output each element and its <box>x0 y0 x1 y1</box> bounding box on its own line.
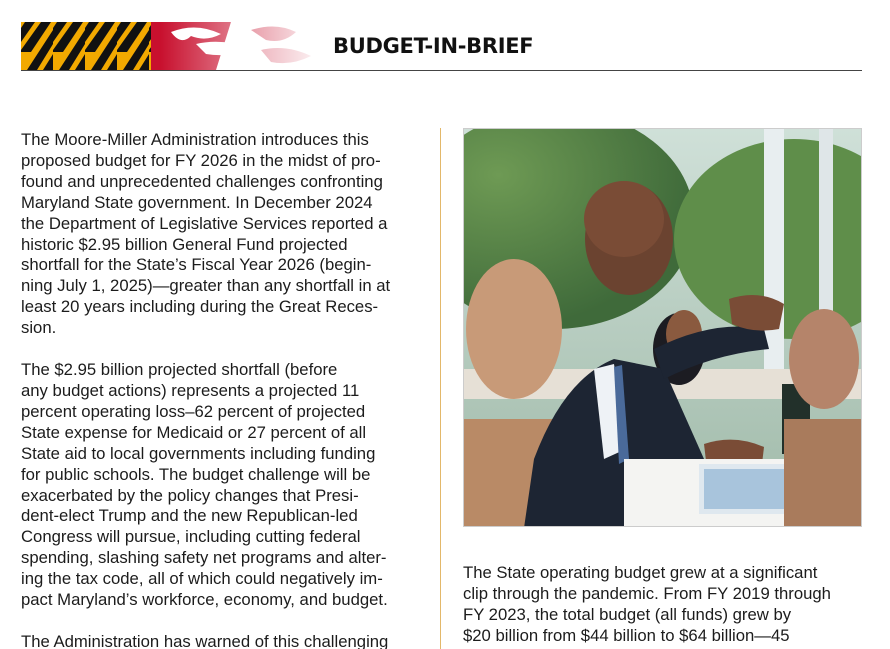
right-column-text <box>463 563 868 649</box>
governor-meeting-photo <box>463 128 862 527</box>
paragraph-3: The Administration has warned of this challenging <box>21 631 389 649</box>
paragraph-2: The $2.95 billion projected shortfall (before any budget actions) represents a projected 11 percent operating loss–62 percent of projected State expense for Medicaid or 27 percent of all State aid to local governments including funding for public schools. The budget challenge will be exacerbated by the policy changes that Presi- dent-elect Trump and the new Republican-led Congress will pursue, including cutting federal spending, slashing safety net programs and alter- ing the tax code, all of which could negatively im- pact Maryland’s workforce, economy, and budget. <box>21 360 388 610</box>
column-divider <box>440 128 441 649</box>
page-title: BUDGET-IN-BRIEF <box>333 34 534 58</box>
header-rule <box>21 70 862 71</box>
left-column-text <box>21 130 421 649</box>
paragraph-1: The Moore-Miller Administration introduces this proposed budget for FY 2026 in the midst of pro- found and unprecedented challenges confronting Maryland State government. In December 2024 the Department of Legislative Services reported a historic $2.95 billion General Fund projected shortfall for the State’s Fiscal Year 2026 (begin- ning July 1, 2025)—greater than any shortfall in at least 20 years including during the Great Reces- sion. <box>21 130 391 338</box>
maryland-flag-banner <box>21 22 331 70</box>
page-header <box>21 22 862 71</box>
paragraph-right: The State operating budget grew at a significant clip through the pandemic. From FY 2019 through FY 2023, the total budget (all funds) grew by $20 billion from $44 billion to $64 billion—45 <box>463 563 831 645</box>
